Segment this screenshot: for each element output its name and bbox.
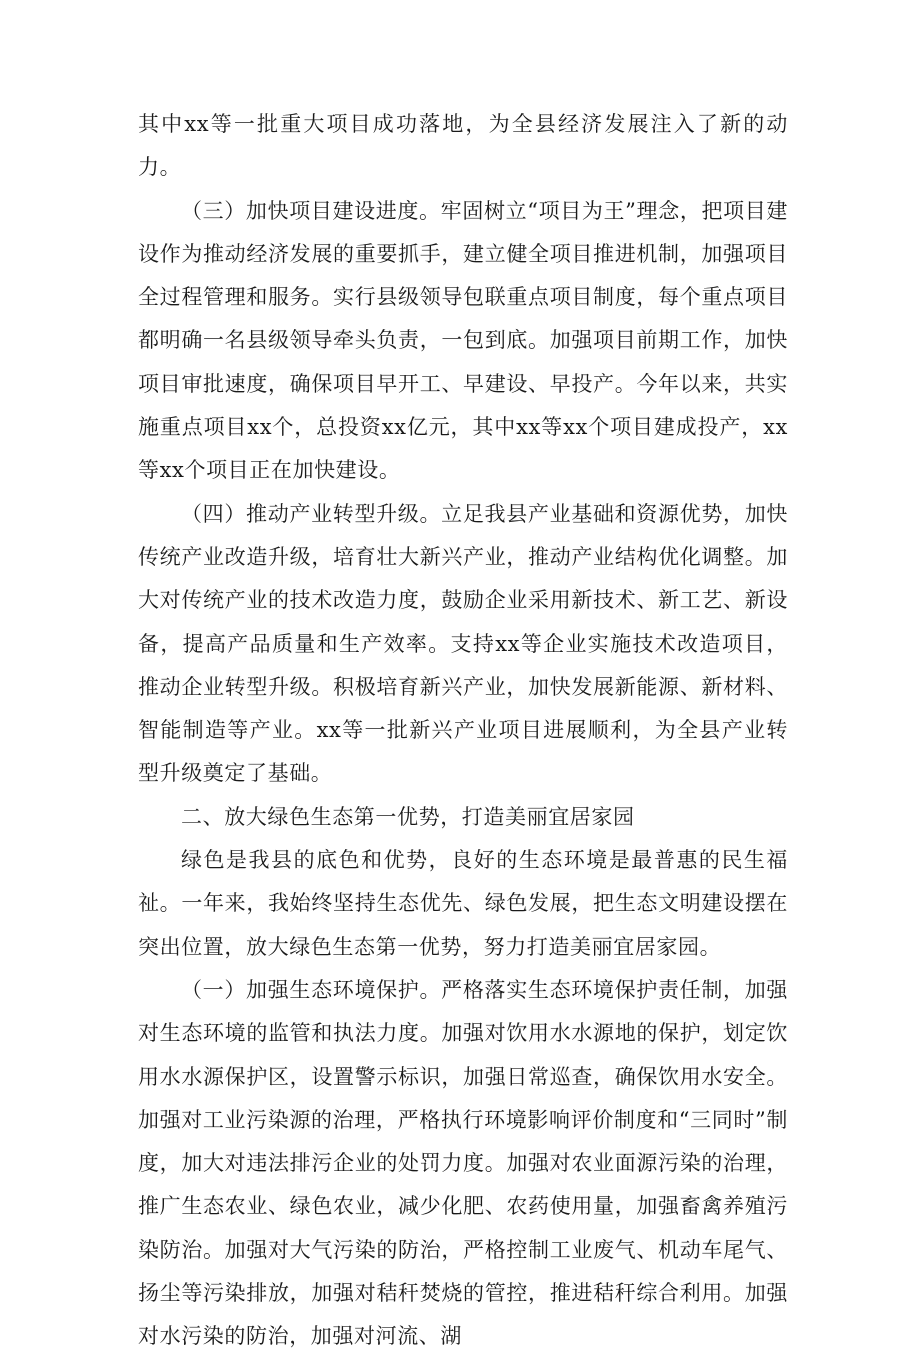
- paragraph-green-intro: 绿色是我县的底色和优势，良好的生态环境是最普惠的民生福祉。一年来，我始终坚持生态优先、绿色发展，把生态文明建设摆在突出位置，放大绿色生态第一优势，努力打造美丽宜居家园。: [138, 848, 788, 959]
- paragraph-project-landing: 其中xx等一批重大项目成功落地，为全县经济发展注入了新的动力。: [138, 112, 788, 180]
- section-heading-green-ecology: 二、放大绿色生态第一优势，打造美丽宜居家园: [181, 804, 635, 829]
- paragraph-industry-upgrade: （四）推动产业转型升级。立足我县产业基础和资源优势，加快传统产业改造升级，培育壮大新兴产业，推动产业结构优化调整。加大对传统产业的技术改造力度，鼓励企业采用新技术、新工艺、新设备，提高产品质量和生产效率。支持xx等企业实施技术改造项目，推动企业转型升级。积极培育新兴产业，加快发展新能源、新材料、智能制造等产业。xx等一批新兴产业项目进展顺利，为全县产业转型升级奠定了基础。: [138, 501, 788, 786]
- paragraph-eco-protection: （一）加强生态环境保护。严格落实生态环境保护责任制，加强对生态环境的监管和执法力度。加强对饮用水水源地的保护，划定饮用水水源保护区，设置警示标识，加强日常巡查，确保饮用水安全。加强对工业污染源的治理，严格执行环境影响评价制度和“三同时”制度，加大对违法排污企业的处罚力度。加强对农业面源污染的治理，推广生态农业、绿色农业，减少化肥、农药使用量，加强畜禽养殖污染防治。加强对大气污染的防治，严格控制工业废气、机动车尾气、扬尘等污染排放，加强对秸秆焚烧的管控，推进秸秆综合利用。加强对水污染的防治，加强对河流、湖: [138, 977, 788, 1349]
- paragraph-project-construction: （三）加快项目建设进度。牢固树立“项目为王”理念，把项目建设作为推动经济发展的重要抓手，建立健全项目推进机制，加强项目全过程管理和服务。实行县级领导包联重点项目制度，每个重点项目都明确一名县级领导牵头负责，一包到底。加强项目前期工作，加快项目审批速度，确保项目早开工、早建设、早投产。今年以来，共实施重点项目xx个，总投资xx亿元，其中xx等xx个项目建成投产，xx等xx个项目正在加快建设。: [138, 198, 788, 483]
- document-body: [138, 103, 788, 1359]
